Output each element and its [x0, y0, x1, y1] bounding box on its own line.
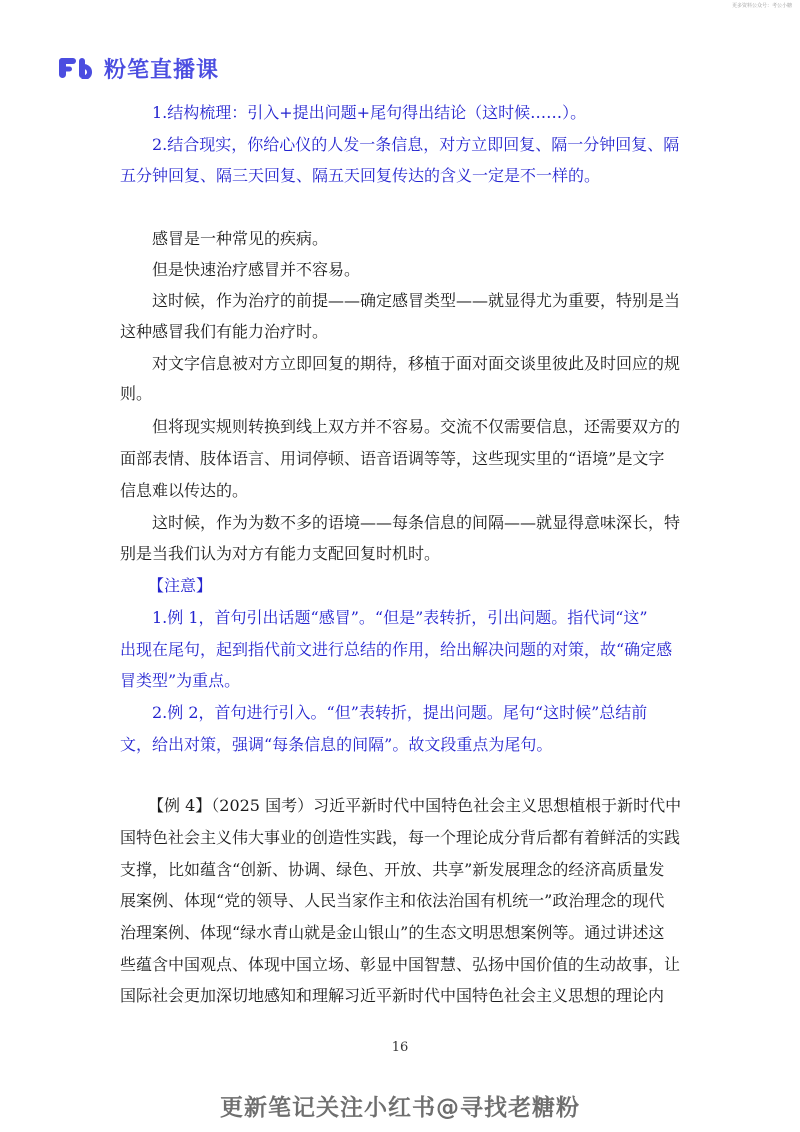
- text-line: 这时候，作为治疗的前提——确定感冒类型——就显得尤为重要，特别是当: [152, 291, 681, 310]
- text-line: 对文字信息被对方立即回复的期待，移植于面对面交谈里彼此及时回应的规: [152, 354, 681, 373]
- example-line: 国特色社会主义伟大事业的创造性实践，每一个理论成分背后都有着鲜活的实践: [120, 828, 681, 847]
- text-line: 这时候，作为为数不多的语境——每条信息的间隔——就显得意味深长，特: [152, 513, 681, 532]
- example-line: 展案例、体现“党的领导、人民当家作主和依法治国有机统一”政治理念的现代: [120, 891, 665, 910]
- text-line: 1.结构梳理：引入+提出问题+尾句得出结论（这时候……）。: [152, 103, 587, 122]
- example-line: 支撑，比如蕴含“创新、协调、绿色、开放、共享”新发展理念的经济高质量发: [120, 860, 665, 879]
- text-line: 感冒是一种常见的疾病。: [152, 229, 329, 248]
- text-line: 则。: [120, 384, 153, 403]
- example-line: 治理案例、体现“绿水青山就是金山银山”的生态文明思想案例等。通过讲述这: [120, 923, 665, 942]
- text-line: 面部表情、肢体语言、用词停顿、语音语调等等，这些现实里的“语境”是文字: [120, 449, 665, 468]
- text-line: 别是当我们认为对方有能力支配回复时机时。: [120, 544, 441, 563]
- top-corner-note: 更多资料公众号：考公小糖: [731, 3, 792, 9]
- text-line: 2.例 2，首句进行引入。“但”表转折，提出问题。尾句“这时候”总结前: [152, 703, 648, 722]
- note-heading: 【注意】: [148, 576, 213, 595]
- text-line: 但将现实规则转换到线上双方并不容易。交流不仅需要信息，还需要双方的: [152, 417, 681, 436]
- text-line: 这种感冒我们有能力治疗时。: [120, 322, 329, 341]
- text-line: 五分钟回复、隔三天回复、隔五天回复传达的含义一定是不一样的。: [120, 166, 601, 185]
- text-line: 但是快速治疗感冒并不容易。: [152, 260, 361, 279]
- footer-watermark: 更新笔记关注小红书@寻找老糖粉: [220, 1095, 580, 1121]
- text-line: 1.例 1，首句引出话题“感冒”。“但是”表转折，引出问题。指代词“这”: [152, 608, 648, 627]
- text-line: 信息难以传达的。: [120, 481, 249, 500]
- text-line: 冒类型”为重点。: [120, 671, 241, 690]
- text-line: 出现在尾句，起到指代前文进行总结的作用，给出解决问题的对策，故“确定感: [120, 640, 673, 659]
- example-line: 些蕴含中国观点、体现中国立场、彰显中国智慧、弘扬中国价值的生动故事，让: [120, 955, 681, 974]
- brand-name: 粉笔直播课: [104, 57, 220, 83]
- text-line: 文，给出对策，强调“每条信息的间隔”。故文段重点为尾句。: [120, 735, 553, 754]
- text-line: 2.结合现实，你给心仪的人发一条信息，对方立即回复、隔一分钟回复、隔: [152, 135, 680, 154]
- brand-logo: [58, 55, 219, 81]
- example-line: 国际社会更加深切地感知和理解习近平新时代中国特色社会主义思想的理论内: [120, 986, 665, 1005]
- page-number: 16: [391, 1040, 409, 1055]
- fb-logo-icon: [58, 57, 98, 79]
- example-line: 【例 4】（2025 国考）习近平新时代中国特色社会主义思想植根于新时代中: [148, 796, 682, 815]
